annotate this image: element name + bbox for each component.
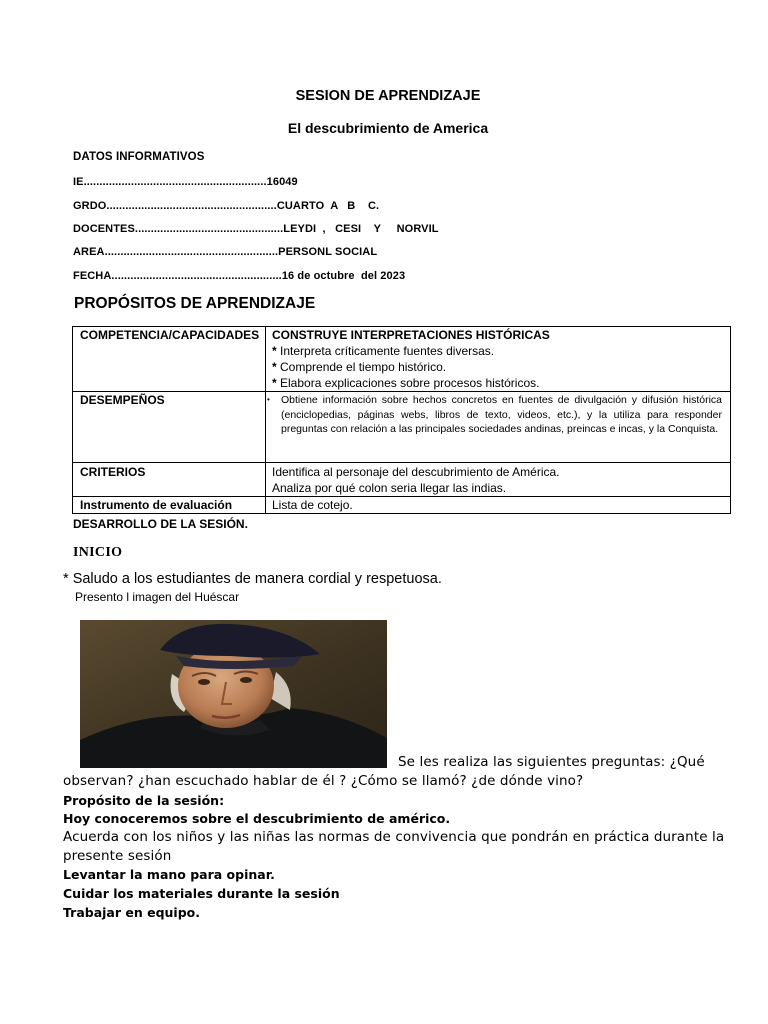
proposito-label: Propósito de la sesión: xyxy=(63,793,225,808)
capacidad-item: * Interpreta críticamente fuentes diversas. xyxy=(272,344,495,358)
competencia-title: CONSTRUYE INTERPRETACIONES HISTÓRICAS xyxy=(272,328,550,342)
info-line-area: AREA.......................................................PERSONL SOCIAL xyxy=(73,246,378,258)
propositos-table xyxy=(72,326,731,514)
instrumento-label: Instrumento de evaluación xyxy=(73,497,266,514)
table-row-competencia xyxy=(73,327,731,392)
info-line-docentes: DOCENTES...............................................LEYDI , CESI Y NORVIL xyxy=(73,223,439,235)
competencia-label: COMPETENCIA/CAPACIDADES xyxy=(73,327,266,392)
capacidad-item: * Elabora explicaciones sobre procesos históricos. xyxy=(272,376,540,390)
propositos-heading: PROPÓSITOS DE APRENDIZAJE xyxy=(74,295,316,312)
preguntas-line-2: observan? ¿han escuchado hablar de él ? ¿Cómo se llamó? ¿de dónde vino? xyxy=(63,773,584,789)
document-subtitle: El descubrimiento de America xyxy=(287,120,489,136)
info-line-ie: IE..........................................................16049 xyxy=(73,176,298,188)
preguntas-line-1: Se les realiza las siguientes preguntas: ¿Qué xyxy=(398,754,705,770)
norma-item: Trabajar en equipo. xyxy=(63,905,200,920)
presento-line: Presento l imagen del Huéscar xyxy=(75,590,240,604)
columbus-portrait-image xyxy=(80,620,387,768)
acuerda-line-2: presente sesión xyxy=(63,848,172,864)
table-row-criterios xyxy=(73,463,731,497)
desempeno-item: • Obtiene información sobre hechos concretos en fuentes de divulgación y difusión histórica (enciclopedias, páginas webs, libros de texto, videos, etc.), y la utiliza para responder preguntas con relación a las principales sociedades andinas, preincas e incas, y la Conquista. xyxy=(267,394,722,435)
acuerda-line-1: Acuerda con los niños y las niñas las normas de convivencia que pondrán en práctica durante la xyxy=(63,829,725,845)
desempenos-cell xyxy=(266,392,731,463)
criterio-item: Analiza por qué colon seria llegar las indias. xyxy=(272,481,507,495)
norma-item: Cuidar los materiales durante la sesión xyxy=(63,886,340,901)
saludo-line: * Saludo a los estudiantes de manera cordial y respetuosa. xyxy=(63,571,442,587)
competencia-cell xyxy=(266,327,731,392)
desempenos-label: DESEMPEÑOS xyxy=(73,392,266,463)
table-row-instrumento xyxy=(73,497,731,514)
norma-item: Levantar la mano para opinar. xyxy=(63,867,275,882)
criterios-label: CRITERIOS xyxy=(73,463,266,497)
criterio-item: Identifica al personaje del descubrimiento de América. xyxy=(272,465,560,479)
asterisk-icon: * xyxy=(63,571,69,587)
document-title: SESION DE APRENDIZAJE xyxy=(295,88,481,104)
criterios-cell xyxy=(266,463,731,497)
desarrollo-heading: DESARROLLO DE LA SESIÓN. xyxy=(73,517,248,531)
info-line-fecha: FECHA......................................................16 de octubre del 2023 xyxy=(73,270,406,282)
bullet-icon: • xyxy=(267,395,270,404)
proposito-text: Hoy conoceremos sobre el descubrimiento de américo. xyxy=(63,811,451,826)
capacidad-item: * Comprende el tiempo histórico. xyxy=(272,360,447,374)
instrumento-value: Lista de cotejo. xyxy=(266,497,731,514)
table-row-desempenos xyxy=(73,392,731,463)
datos-heading: DATOS INFORMATIVOS xyxy=(73,151,205,163)
inicio-heading: INICIO xyxy=(73,545,123,560)
info-line-grado: GRDO......................................................CUARTO A B C. xyxy=(73,200,380,212)
